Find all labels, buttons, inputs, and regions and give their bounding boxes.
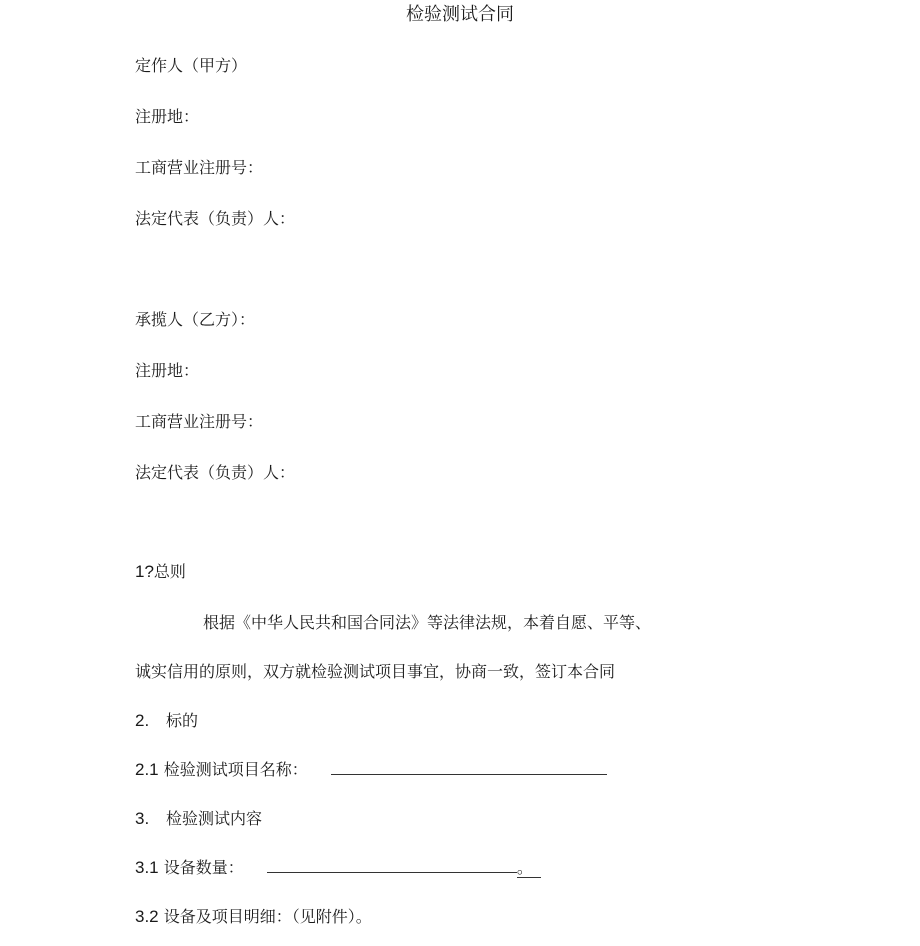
party-b-rep-label: 法定代表（负责）人： bbox=[135, 463, 296, 482]
party-a-reg-no-label: 工商营业注册号： bbox=[135, 158, 264, 177]
section-2-title: 标的 bbox=[166, 711, 199, 730]
section-3-2-number: 3.2 bbox=[135, 907, 159, 926]
section-3-number: 3. bbox=[135, 809, 150, 828]
party-b-address-label: 注册地： bbox=[135, 361, 200, 380]
section-1-paragraph-line-2: 诚实信用的原则，双方就检验测试项目事宜，协商一致，签订本合同 bbox=[135, 662, 616, 681]
party-b-heading: 承揽人（乙方）： bbox=[135, 310, 256, 329]
project-name-blank[interactable] bbox=[331, 760, 607, 775]
section-1-number: 1? bbox=[135, 562, 154, 581]
device-quantity-blank[interactable] bbox=[267, 858, 517, 873]
section-2-number: 2. bbox=[135, 711, 150, 730]
section-3-1-period: 。 bbox=[517, 858, 541, 878]
party-a-heading: 定作人（甲方） bbox=[135, 56, 248, 75]
section-3-1-number: 3.1 bbox=[135, 858, 159, 877]
section-1-paragraph-line-1: 根据《中华人民共和国合同法》等法律法规，本着自愿、平等、 bbox=[203, 613, 652, 632]
section-3-heading bbox=[135, 809, 262, 829]
section-3-2-label: 设备及项目明细：（见附件）。 bbox=[163, 907, 372, 926]
section-3-1-row bbox=[135, 858, 541, 878]
section-3-2-row bbox=[135, 907, 372, 927]
section-2-1-row bbox=[135, 760, 607, 780]
section-2-heading bbox=[135, 711, 198, 731]
party-a-address-label: 注册地： bbox=[135, 107, 200, 126]
party-a-rep-label: 法定代表（负责）人： bbox=[135, 209, 296, 228]
section-2-1-number: 2.1 bbox=[135, 760, 159, 779]
section-3-1-label: 设备数量： bbox=[163, 858, 244, 877]
section-1-title: 总则 bbox=[153, 562, 186, 581]
section-2-1-label: 检验测试项目名称： bbox=[163, 760, 308, 779]
section-3-title: 检验测试内容 bbox=[166, 809, 263, 828]
party-b-reg-no-label: 工商营业注册号： bbox=[135, 412, 264, 431]
section-1-heading bbox=[135, 562, 186, 582]
document-title: 检验测试合同 bbox=[406, 4, 514, 25]
